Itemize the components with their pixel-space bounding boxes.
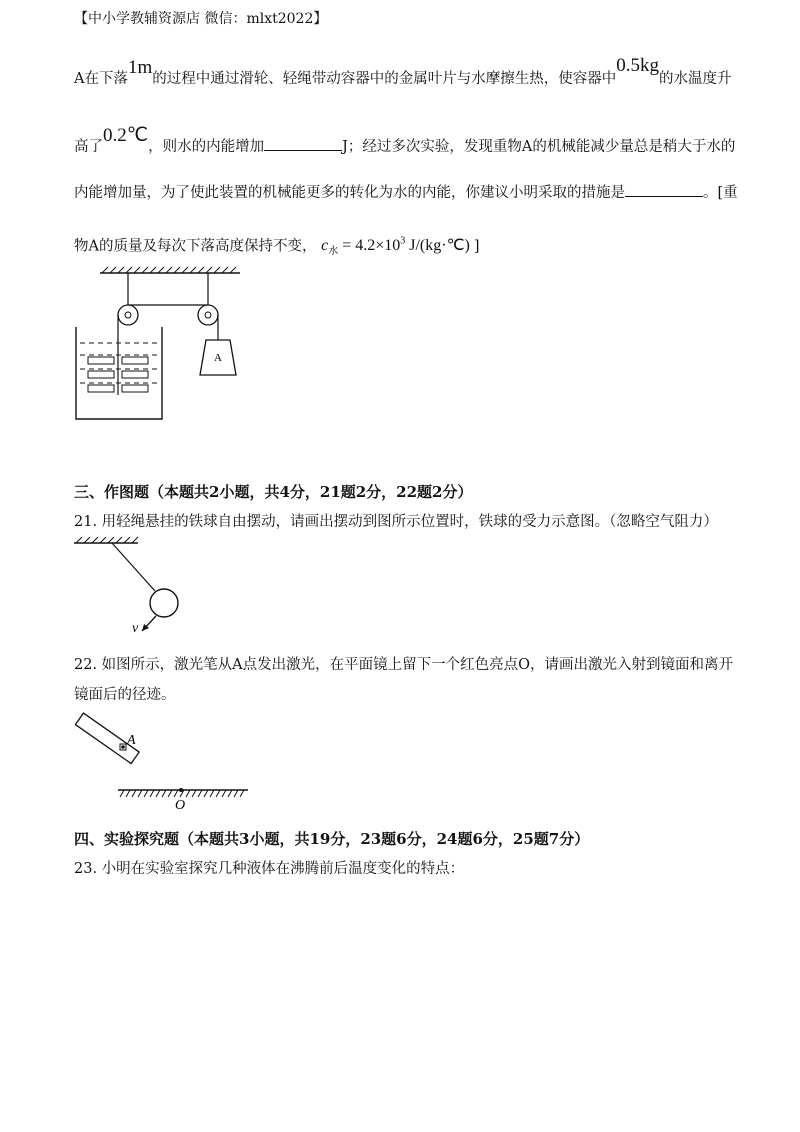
q21-pendulum-figure [70,533,200,638]
q20-pulley-figure [70,265,255,425]
pendulum-string [112,543,155,591]
velocity-label: v [132,621,139,636]
q22-line-2: 镜面后的径迹。 [74,687,176,703]
formula-c: c [321,237,329,255]
q20-text: ，则水的内能增加 [148,139,265,155]
formula-unit: J/(kg·℃) [409,237,470,255]
right-pulley [198,305,218,325]
q20-text: 。[重 [703,185,738,201]
q20-text: 的过程中通过滑轮、轻绳带动容器中的金属叶片与水摩擦生热，使容器中 [152,71,617,87]
q23-text: 23. 小明在实验室探究几种液体在沸腾前后温度变化的特点： [74,861,465,877]
q20-line-4 [74,232,480,263]
q20-line-2 [74,125,736,157]
q20-text: 的水温度升 [659,71,732,87]
q20-distance: 1m [127,57,153,78]
q20-text: 内能增加量，为了使此装置的机械能更多的转化为水的内能，你建议小明采取的措施是 [74,185,625,201]
block-a-label: A [214,352,222,364]
q21-text: 21. 用轻绳悬挂的铁球自由摆动，请画出摆动到图所示位置时，铁球的受力示意图。（忽略空气阻力） [74,514,718,530]
header-watermark: 【中小学教辅资源店 微信：mlxt2022】 [74,11,328,27]
section-4-title: 四、实验探究题（本题共3小题，共19分，23题6分，24题6分，25题7分） [74,830,590,848]
formula-value: = 4.2×10 [342,237,401,255]
point-a [121,745,125,749]
section-3-title: 三、作图题（本题共2小题，共4分，21题2分，22题2分） [74,483,473,501]
q20-text: 物A的质量及每次下落高度保持不变， [74,238,317,255]
q20-specific-heat-formula [321,236,474,258]
point-o-label: O [175,798,186,813]
point-o [179,788,183,792]
formula-sub: 水 [328,246,339,258]
q20-line-3 [74,182,738,203]
q20-mass: 0.5kg [616,55,660,76]
q22-line-1: 22. 如图所示，激光笔从A点发出激光，在平面镜上留下一个红色亮点O，请画出激光入射到镜面和离开 [74,657,734,673]
formula-exponent: 3 [400,236,406,247]
q22-laser-figure [70,708,260,814]
iron-ball [150,589,178,617]
q20-text: J；经过多次实验，发现重物A的机械能减少量总是稍大于水的 [342,139,736,155]
q20-line-1 [74,55,732,89]
point-a-label: A [127,733,136,748]
ceiling-hatch [102,267,236,273]
q20-bracket-end: ] [473,238,480,255]
q20-text: A在下落 [74,71,128,87]
q20-answer-blank-2[interactable] [625,182,703,197]
left-pulley [118,305,138,325]
q20-text: 高了 [74,139,103,155]
q20-answer-blank-1[interactable] [264,136,342,151]
q20-temp-rise: 0.2℃ [103,125,149,146]
